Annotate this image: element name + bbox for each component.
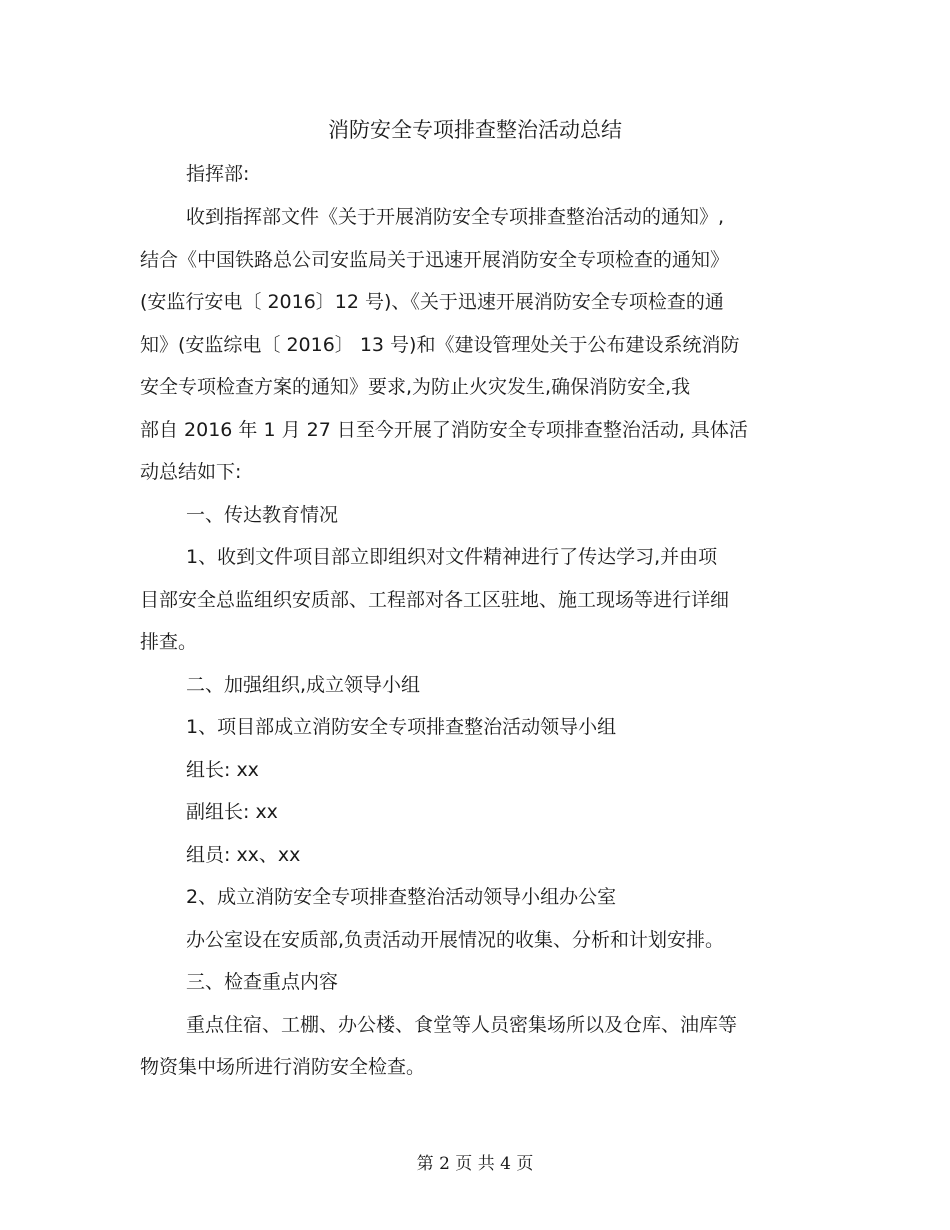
section-2-heading: 二、加强组织,成立领导小组 (186, 674, 421, 696)
intro-line-3: (安监行安电〔 2016〕12 号)、《关于迅速开展消防安全专项检查的通 (140, 291, 724, 313)
intro-line-4: 知》(安监综电〔 2016〕 13 号)和《建设管理处关于公布建设系统消防 (140, 334, 740, 356)
intro-line-5: 安全专项检查方案的通知》要求,为防止火灾发生,确保消防安全,我 (140, 376, 691, 398)
page-number: 第 2 页 共 4 页 (416, 1154, 534, 1174)
section-3-para-line-1: 重点住宿、工棚、办公楼、食堂等人员密集场所以及仓库、油库等 (186, 1014, 738, 1036)
group-leader: 组长: xx (186, 759, 259, 781)
section-1-para-line-3: 排查。 (140, 631, 198, 653)
section-1-para-line-2: 目部安全总监组织安质部、工程部对各工区驻地、施工现场等进行详细 (140, 589, 730, 611)
salutation: 指挥部: (186, 163, 250, 185)
document-title: 消防安全专项排查整治活动总结 (328, 118, 622, 142)
deputy-leader: 副组长: xx (186, 801, 278, 823)
office-location: 办公室设在安质部,负责活动开展情况的收集、分析和计划安排。 (186, 929, 725, 951)
section-1-para-line-1: 1、收到文件项目部立即组织对文件精神进行了传达学习,并由项 (186, 546, 718, 568)
section-2-item-1: 1、项目部成立消防安全专项排查整治活动领导小组 (186, 716, 617, 738)
section-3-heading: 三、检查重点内容 (186, 971, 339, 993)
intro-line-2: 结合《中国铁路总公司安监局关于迅速开展消防安全专项检查的通知》 (140, 249, 730, 271)
section-3-para-line-2: 物资集中场所进行消防安全检查。 (140, 1056, 426, 1078)
section-1-heading: 一、传达教育情况 (186, 504, 339, 526)
section-2-item-2: 2、成立消防安全专项排查整治活动领导小组办公室 (186, 886, 617, 908)
intro-line-6: 部自 2016 年 1 月 27 日至今开展了消防安全专项排查整治活动, 具体活 (140, 419, 748, 441)
intro-line-7: 动总结如下: (140, 461, 242, 483)
group-members: 组员: xx、xx (186, 844, 301, 866)
intro-line-1: 收到指挥部文件《关于开展消防安全专项排查整治活动的通知》, (186, 206, 725, 228)
